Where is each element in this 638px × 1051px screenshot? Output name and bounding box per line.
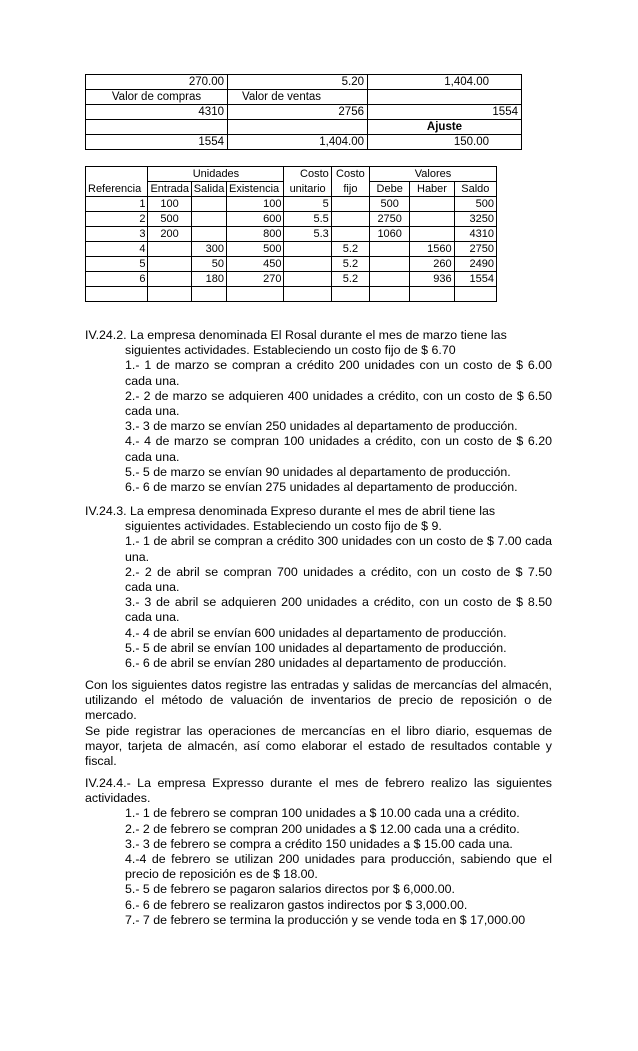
table-cell: 260 [410,257,454,272]
instructions [85,678,552,769]
table-cell: 200 [148,227,191,242]
exercise-24-4 [85,776,552,928]
table-cell: 4 [86,242,148,257]
kardex-table [85,166,497,302]
table-cell: 5.2 [331,242,369,257]
table-cell: 2756 [228,105,368,120]
table-cell: 3250 [454,212,496,227]
table-cell [331,227,369,242]
table-cell: Valor de compras [86,90,228,105]
table-cell: 1560 [410,242,454,257]
table-cell: 6 [86,272,148,287]
table-cell: 270 [227,272,284,287]
table-row [86,287,497,302]
table-cell [284,242,331,257]
table-cell: 1554 [454,272,496,287]
table-cell: 1,404.00 [228,135,368,150]
table-cell: 50 [191,257,226,272]
table-cell: 4310 [454,227,496,242]
table-cell [370,242,410,257]
instructions-paragraph: Con los siguientes datos registre las entradas y salidas de mercancías del almacén, utilizando el método de valuación de inventarios de precio de reposición o de mercado. [85,678,552,723]
table-cell: 1554 [86,135,228,150]
list-item: 4.-4 de febrero se utilizan 200 unidades para producción, sabiendo que el precio de reposición es de $ 18.00. [125,852,552,882]
table-cell [284,257,331,272]
table-row [86,120,522,135]
table-cell [368,90,522,105]
list-item: 3.- 3 de marzo se envían 250 unidades al departamento de producción. [125,419,518,434]
table-row [86,272,497,287]
list-item: 3.- 3 de febrero se compra a crédito 150 unidades a $ 15.00 cada una. [125,836,513,851]
column-header: Referencia [86,182,148,197]
table-row [86,242,497,257]
table-cell: 2750 [370,212,410,227]
list-item: 7.- 7 de febrero se termina la producción y se vende toda en $ 17,000.00 [125,912,526,927]
table-cell [454,287,496,302]
table-cell [228,120,368,135]
list-item: 6.- 6 de febrero se realizaron gastos indirectos por $ 3,000.00. [125,897,468,912]
table-cell: 500 [148,212,191,227]
column-header: Existencia [227,182,284,197]
table-cell: 5.20 [228,75,368,90]
exercise-intro-cont: siguientes actividades. Estableciendo un costo fijo de $ 6.70 [125,343,456,358]
table-cell [331,287,369,302]
table-cell [410,197,454,212]
exercise-24-2 [85,328,552,495]
list-item: 3.- 3 de abril se adquieren 200 unidades a crédito, con un costo de $ 8.50 cada una. [125,595,552,625]
table-cell [284,287,331,302]
summary-table [85,74,522,150]
list-item: 5.- 5 de marzo se envían 90 unidades al departamento de producción. [125,464,511,479]
column-header: Debe [370,182,410,197]
column-header: Saldo [454,182,496,197]
table-cell: 450 [227,257,284,272]
exercise-intro: IV.24.4.- La empresa Expresso durante el mes de febrero realizo las siguientes actividades. [85,776,552,806]
list-item: 1.- 1 de marzo se compran a crédito 200 unidades con un costo de $ 6.00 cada una. [125,358,552,388]
table-cell: 936 [410,272,454,287]
list-item: 4.- 4 de abril se envían 600 unidades al departamento de producción. [125,625,507,640]
table-cell [148,257,191,272]
table-cell [86,120,228,135]
table-cell: 270.00 [86,75,228,90]
exercise-intro: IV.24.2. La empresa denominada El Rosal durante el mes de marzo tiene las [85,328,507,342]
table-row [86,75,522,90]
table-cell [370,287,410,302]
column-header: fijo [331,182,369,197]
table-header-row [86,182,497,197]
table-cell: 100 [148,197,191,212]
table-row [86,105,522,120]
list-item: 2.- 2 de marzo se adquieren 400 unidades a crédito, con un costo de $ 6.50 cada una. [125,388,552,419]
list-item: 1.- 1 de abril se compran a crédito 300 unidades con un costo de $ 7.00 cada una. [125,534,552,564]
column-header: Haber [410,182,454,197]
instructions-paragraph: Se pide registrar las operaciones de mercancías en el libro diario, esquemas de mayor, tarjeta de almacén, así como elaborar el estado de resultados contable y fiscal. [85,723,552,769]
table-cell: 1 [86,197,148,212]
table-cell: 2490 [454,257,496,272]
list-item: 2.- 2 de febrero se compran 200 unidades a $ 12.00 cada una a crédito. [125,821,520,836]
exercise-intro-cont: siguientes actividades. Estableciendo un costo fijo de $ 9. [125,519,442,534]
table-row [86,135,522,150]
table-row [86,212,497,227]
table-cell: 300 [191,242,226,257]
table-cell [148,242,191,257]
table-header-row [86,167,497,182]
table-cell [410,212,454,227]
column-header: unitario [284,182,331,197]
table-row [86,227,497,242]
table-cell: 5.2 [331,272,369,287]
list-item: 1.- 1 de febrero se compran 100 unidades a $ 10.00 cada una a crédito. [125,806,520,821]
list-item: 6.- 6 de abril se envían 280 unidades al departamento de producción. [125,656,507,671]
table-cell: 1060 [370,227,410,242]
table-cell: 3 [86,227,148,242]
adjust-label: Ajuste [368,120,522,135]
table-cell [148,287,191,302]
table-cell: 600 [227,212,284,227]
table-cell: 5.3 [284,227,331,242]
list-item: 2.- 2 de abril se compran 700 unidades a crédito, con un costo de $ 7.50 cada una. [125,564,552,595]
table-cell: 100 [227,197,284,212]
table-cell [284,272,331,287]
table-cell: 5.5 [284,212,331,227]
table-cell: 1554 [368,105,522,120]
table-cell [148,272,191,287]
column-header: Entrada [148,182,191,197]
list-item: 4.- 4 de marzo se compran 100 unidades a crédito, con un costo de $ 6.20 cada una. [125,434,552,464]
table-cell [191,287,226,302]
column-header: Salida [191,182,226,197]
table-row [86,90,522,105]
list-item: 5.- 5 de febrero se pagaron salarios directos por $ 6,000.00. [125,882,455,897]
exercise-24-3 [85,504,552,671]
table-cell [410,287,454,302]
list-item: 5.- 5 de abril se envían 100 unidades al departamento de producción. [125,640,507,655]
table-cell: 2 [86,212,148,227]
table-cell [86,287,148,302]
table-cell [331,197,369,212]
table-cell: 5 [284,197,331,212]
table-cell [410,227,454,242]
table-cell: 1,404.00 [368,75,522,90]
cost-header: Costo [284,167,331,182]
list-item: 6.- 6 de marzo se envían 275 unidades al departamento de producción. [125,480,518,495]
table-cell [191,197,226,212]
table-cell [191,212,226,227]
table-cell [191,227,226,242]
table-cell: 2750 [454,242,496,257]
values-header: Valores [370,167,497,182]
table-cell: 4310 [86,105,228,120]
table-cell: 150.00 [368,135,522,150]
table-cell: 5.2 [331,257,369,272]
exercise-intro: IV.24.3. La empresa denominada Expreso durante el mes de abril tiene las [85,504,496,518]
table-cell [370,272,410,287]
table-row [86,197,497,212]
table-cell: 180 [191,272,226,287]
table-cell: 800 [227,227,284,242]
table-cell: 5 [86,257,148,272]
fixed-cost-header: Costo [331,167,369,182]
table-cell: 500 [454,197,496,212]
table-row [86,257,497,272]
table-cell [227,287,284,302]
table-cell: Valor de ventas [228,90,368,105]
table-cell [370,257,410,272]
table-cell: 500 [227,242,284,257]
table-cell [331,212,369,227]
units-header: Unidades [148,167,284,182]
table-cell: 500 [370,197,410,212]
